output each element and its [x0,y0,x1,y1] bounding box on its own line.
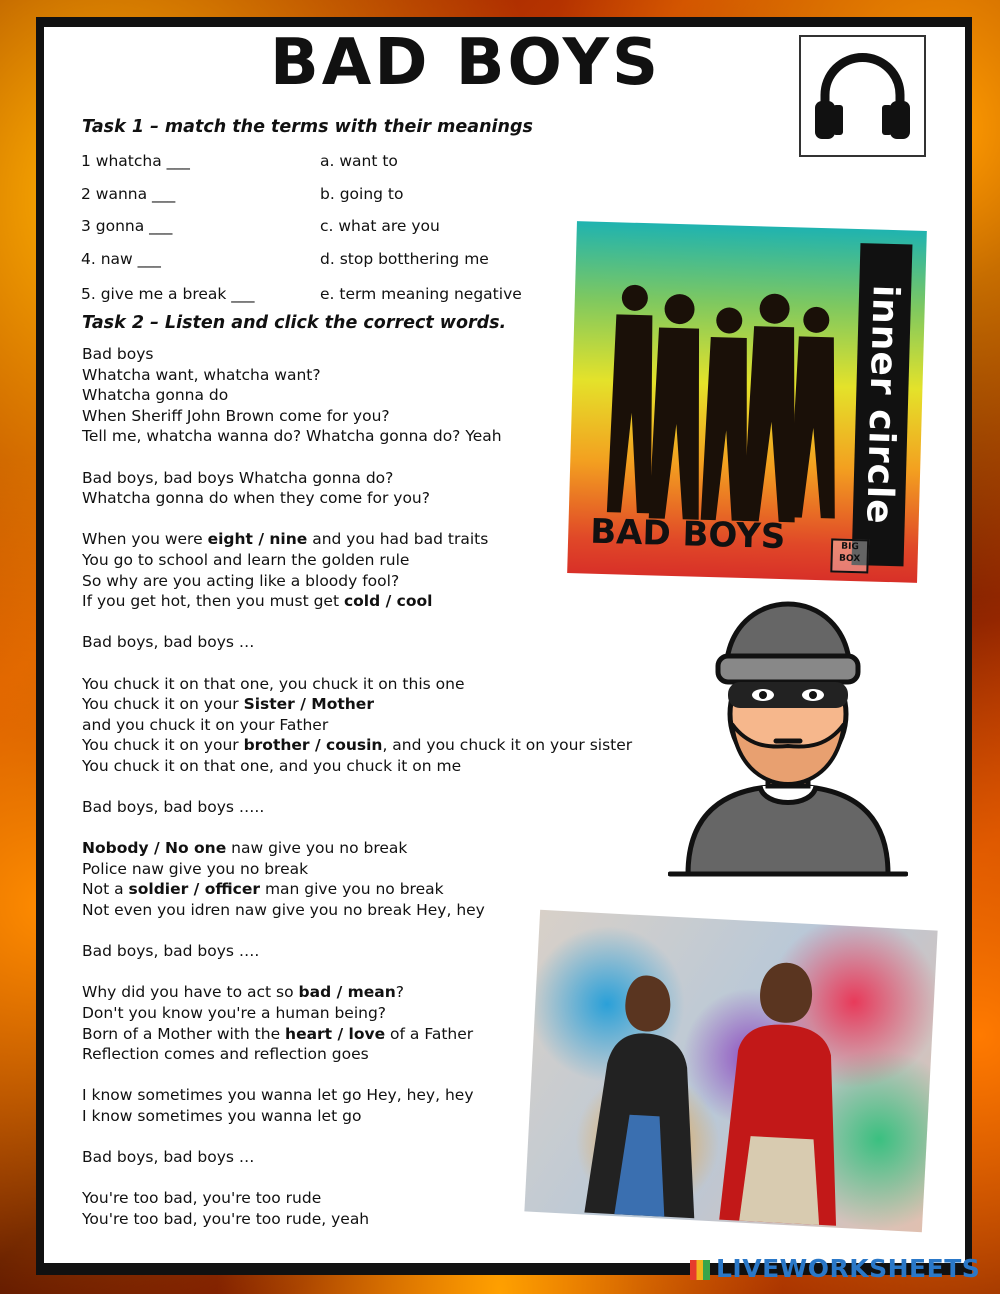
word-choice[interactable]: eight / nine [207,530,308,549]
lyric-line [82,838,682,859]
lyric-line [82,797,682,818]
lyric-text: You chuck it on that one, you chuck it on this one [82,674,465,693]
blank-line [82,818,682,839]
word-choice[interactable]: bad / mean [298,983,396,1002]
lyric-line [82,735,682,756]
lyric-line [82,715,682,736]
lyric-text: Tell me, whatcha wanna do? Whatcha gonna do? Yeah [82,427,502,446]
lyric-text: Why did you have to act so [82,983,299,1002]
lyric-line [82,859,682,880]
actors-silhouette [524,910,937,1232]
lyric-text: Not a [82,880,129,899]
term-item[interactable]: 1 whatcha ___ [81,152,190,170]
page-title: BAD BOYS [270,26,662,100]
lyric-text: You go to school and learn the golden rule [82,550,410,569]
meaning-item: c. what are you [320,217,440,235]
lyric-text: Whatcha gonna do [82,386,229,405]
lyric-text: Bad boys, bad boys Whatcha gonna do? [82,468,394,487]
headphones-icon [811,47,914,145]
word-choice[interactable]: soldier / officer [128,880,261,899]
lyric-text: Bad boys [82,345,154,363]
band-silhouette [588,262,845,539]
word-choice[interactable]: Nobody / No one [82,839,227,858]
lyric-text: When you were [82,530,208,549]
lyric-text: ? [395,983,405,1002]
bad-boy-icon [668,596,908,878]
brand-logo-icon [690,1260,710,1280]
lyric-text: You chuck it on that one, and you chuck it on me [82,756,462,775]
lyric-line [82,591,682,612]
word-choice[interactable]: heart / love [285,1024,386,1043]
lyric-text: of a Father [385,1024,474,1043]
lyric-text: When Sheriff John Brown come for you? [82,406,390,425]
meaning-item: b. going to [320,185,404,203]
band-name-strip: inner circle [851,243,912,566]
lyric-line [82,694,682,715]
lyric-text: If you get hot, then you must get [82,592,344,611]
word-choice[interactable]: brother / cousin [243,736,383,755]
term-item[interactable]: 2 wanna ___ [81,185,176,203]
lyric-text: , and you chuck it on your sister [382,736,633,755]
term-item[interactable]: 3 gonna ___ [81,217,173,235]
lyric-text: Don't you know you're a human being? [82,1004,387,1022]
lyric-text: man give you no break [260,880,444,899]
blank-line [82,653,682,674]
meaning-item: d. stop botthering me [320,250,489,268]
lyric-text: and you chuck it on your Father [82,715,329,734]
lyric-text: Police naw give you no break [82,859,309,878]
word-choice[interactable]: cold / cool [343,592,433,611]
audio-button[interactable] [799,35,926,157]
meaning-item: e. term meaning negative [320,285,522,303]
lyric-text: Bad boys, bad boys … [82,633,255,652]
lyric-line [82,632,682,653]
task2-heading: Task 2 – Listen and click the correct words. [82,313,507,333]
cover-title: BAD BOYS [589,511,786,558]
lyric-line [82,879,682,900]
meaning-item: a. want to [320,152,398,170]
lyric-line [82,756,682,777]
lyric-text: Whatcha want, whatcha want? [82,365,321,384]
blank-line [82,612,682,633]
task1-heading: Task 1 – match the terms with their meanings [82,117,533,137]
lyric-text: You're too bad, you're too rude [82,1189,322,1208]
lyric-text: Bad boys, bad boys ….. [82,798,265,817]
album-cover [567,221,927,583]
word-choice[interactable]: Sister / Mother [243,695,374,714]
lyric-text: You're too bad, you're too rude, yeah [82,1209,370,1228]
lyric-line [82,674,682,695]
lyric-text: Born of a Mother with the [82,1024,286,1043]
movie-photo [524,910,937,1232]
lyric-text: Bad boys, bad boys … [82,1148,255,1167]
lyric-text: So why are you acting like a bloody fool? [82,571,400,590]
label-logo: BIG BOX [830,538,869,573]
watermark: LIVEWORKSHEETS [690,1254,980,1283]
lyric-text: Reflection comes and reflection goes [82,1045,369,1064]
lyric-text: I know sometimes you wanna let go Hey, hey, hey [82,1086,474,1105]
term-item[interactable]: 5. give me a break ___ [81,285,255,303]
lyric-text: Bad boys, bad boys …. [82,942,260,961]
blank-line [82,776,682,797]
lyric-text: Whatcha gonna do when they come for you? [82,489,430,508]
term-item[interactable]: 4. naw ___ [81,250,161,268]
lyric-text: Not even you idren naw give you no break Hey, hey [82,901,485,920]
lyric-text: and you had bad traits [307,530,489,549]
lyric-text: You chuck it on your [82,695,244,714]
lyric-text: I know sometimes you wanna let go [82,1106,362,1125]
lyric-text: naw give you no break [226,839,408,858]
lyric-text: You chuck it on your [82,736,244,755]
